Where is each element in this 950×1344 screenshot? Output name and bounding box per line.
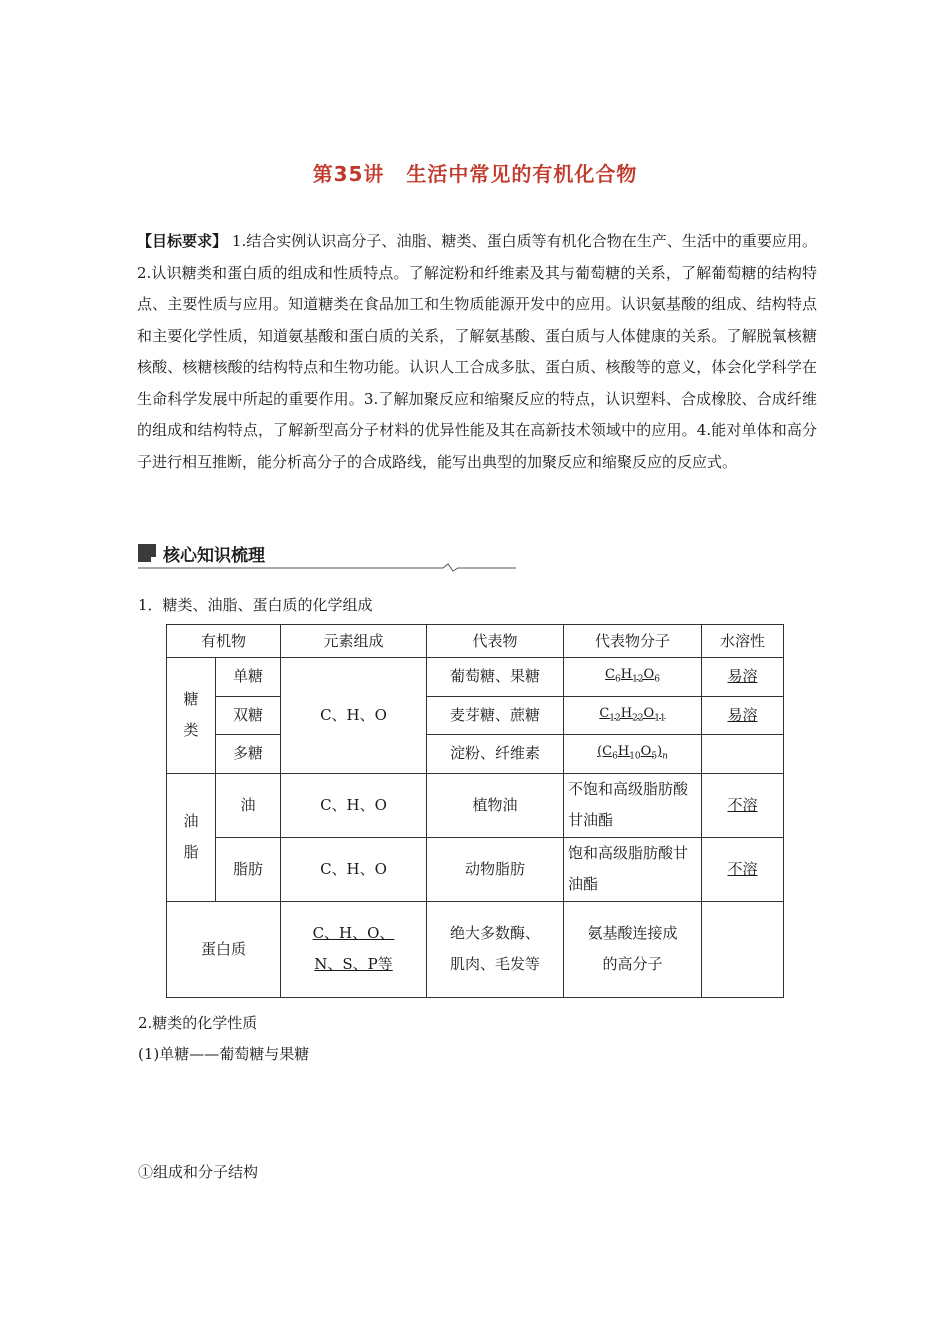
header-elements: 元素组成: [281, 625, 427, 658]
fat-solubility: 不溶: [702, 837, 784, 901]
mono-name: 单糖: [216, 658, 281, 697]
goals-tag: 【目标要求】: [137, 232, 228, 250]
sugar-elements: C、H、O: [281, 658, 427, 774]
fat-rep: 动物脂肪: [427, 837, 564, 901]
item-1-heading: 1．糖类、油脂、蛋白质的化学组成: [138, 596, 373, 614]
mono-rep: 葡萄糖、果糖: [427, 658, 564, 697]
mono-formula: $C_6H_{12}O_6$: [564, 658, 702, 697]
di-solubility: 易溶: [702, 696, 784, 735]
di-name: 双糖: [216, 696, 281, 735]
item-2-heading: 2.糖类的化学性质: [138, 1014, 258, 1032]
section-heading: [138, 541, 518, 571]
oil-rep: 植物油: [427, 773, 564, 837]
lecture-topic: 生活中常见的有机化合物: [406, 162, 638, 186]
oil-elements: C、H、O: [281, 773, 427, 837]
protein-rep: 绝大多数酶、肌肉、毛发等: [427, 901, 564, 997]
header-representative: 代表物: [427, 625, 564, 658]
protein-elements: C、H、O、N、S、P等: [281, 901, 427, 997]
goals-text: 1.结合实例认识高分子、油脂、糖类、蛋白质等有机化合物在生产、生活中的重要应用。2.认识糖类和蛋白质的组成和性质特点。了解淀粉和纤维素及其与葡萄糖的关系，了解葡萄糖的结构特点、主要性质与应用。知道糖类在食品加工和生物质能源开发中的应用。认识氨基酸的组成、结构特点和主要化学性质，知道氨基酸和蛋白质的关系，了解氨基酸、蛋白质与人体健康的关系。了解脱氧核糖核酸、核糖核酸的结构特点和生物功能。认识人工合成多肽、蛋白质、核酸等的意义，体会化学科学在生命科学发展中所起的重要作用。3.了解加聚反应和缩聚反应的特点，认识塑料、合成橡胶、合成纤维的组成和结构特点，了解新型高分子材料的优异性能及其在高新技术领域中的应用。4.能对单体和高分子进行相互推断，能分析高分子的合成路线，能写出典型的加聚反应和缩聚反应的反应式。: [137, 232, 817, 471]
poly-rep: 淀粉、纤维素: [427, 735, 564, 774]
item-2-1-1-heading: ①组成和分子结构: [138, 1163, 259, 1181]
oil-solubility: 不溶: [702, 773, 784, 837]
fat-group-cell: [167, 773, 216, 901]
sugar-group-cell: [167, 658, 216, 774]
item-2-1-heading: (1)单糖——葡萄糖与果糖: [138, 1045, 310, 1063]
fat-group-label: 油脂: [183, 812, 199, 862]
poly-solubility: [702, 735, 784, 774]
di-rep: 麦芽糖、蔗糖: [427, 696, 564, 735]
poly-formula: $(C_6H_{10}O_5)_n$: [564, 735, 702, 774]
section-divider: [138, 562, 518, 572]
section-label: 核心知识梳理: [163, 546, 265, 566]
poly-name: 多糖: [216, 735, 281, 774]
goals-paragraph: [137, 226, 817, 478]
composition-table: [166, 624, 784, 998]
oil-molecule: 不饱和高级脂肪酸甘油酯: [564, 773, 702, 837]
header-solubility: 水溶性: [702, 625, 784, 658]
fat-name: 脂肪: [216, 837, 281, 901]
lecture-number: 第35讲: [312, 162, 385, 186]
fat-molecule: 饱和高级脂肪酸甘油酯: [564, 837, 702, 901]
oil-name: 油: [216, 773, 281, 837]
sugar-group-label: 糖类: [183, 690, 199, 740]
header-molecule: 代表物分子: [564, 625, 702, 658]
di-formula: $C_{12}H_{22}O_{11}$: [564, 696, 702, 735]
protein-solubility: [702, 901, 784, 997]
protein-name: 蛋白质: [167, 901, 281, 997]
fat-elements: C、H、O: [281, 837, 427, 901]
section-square-icon: [138, 544, 156, 562]
header-organic: 有机物: [167, 625, 281, 658]
page-title: [0, 158, 950, 187]
protein-molecule: 氨基酸连接成的高分子: [564, 901, 702, 997]
mono-solubility: 易溶: [702, 658, 784, 697]
